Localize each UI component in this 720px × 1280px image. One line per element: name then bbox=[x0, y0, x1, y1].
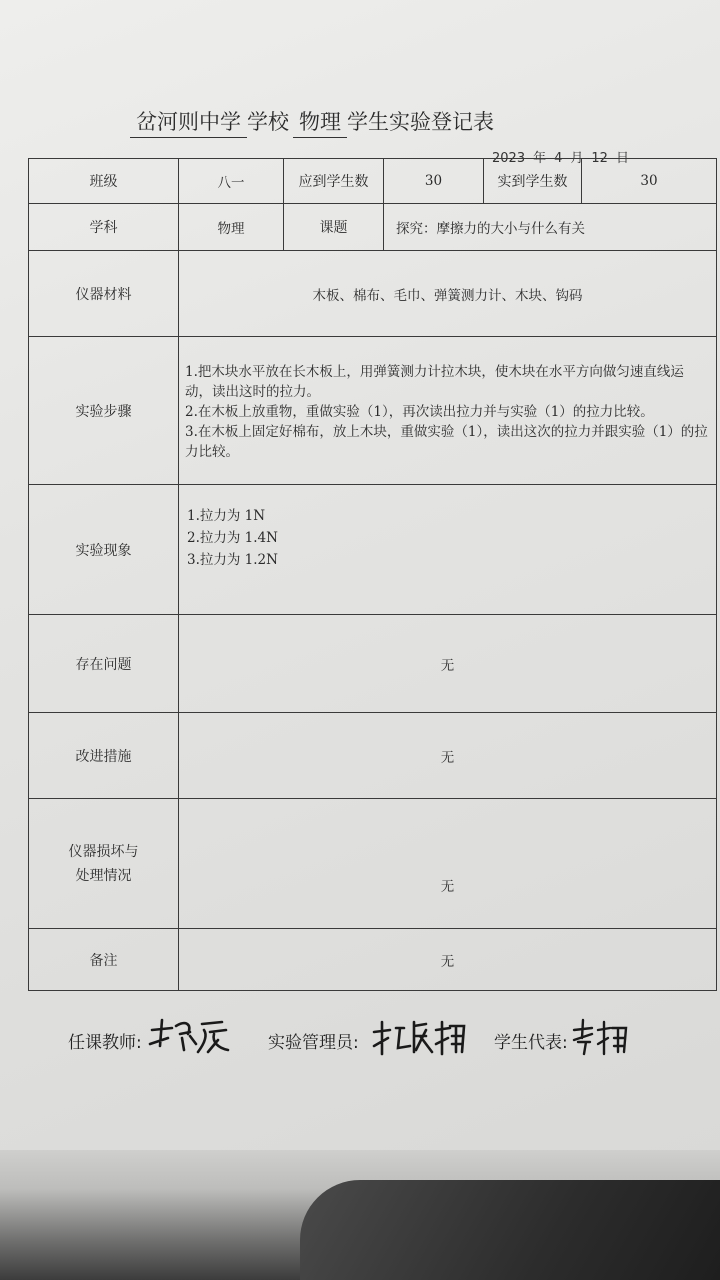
phenomena-value bbox=[179, 485, 717, 615]
row-subject bbox=[29, 204, 717, 251]
student-label: 学生代表: bbox=[494, 1033, 568, 1053]
row-class bbox=[29, 159, 717, 204]
materials-value: 木板、棉布、毛巾、弹簧测力计、木块、钩码 bbox=[179, 251, 717, 337]
steps-label: 实验步骤 bbox=[29, 337, 179, 485]
row-steps bbox=[29, 337, 717, 485]
signature-row bbox=[68, 1018, 688, 1068]
date-year-unit: 年 bbox=[533, 151, 547, 166]
expected-label: 应到学生数 bbox=[284, 159, 384, 204]
date-day: 12 bbox=[591, 151, 608, 166]
damage-value: 无 bbox=[179, 799, 717, 929]
form-title bbox=[130, 106, 630, 138]
phenomenon-3: 3.拉力为 1.2N bbox=[187, 552, 278, 568]
registration-table bbox=[28, 158, 717, 991]
school-name: 岔河则中学 bbox=[130, 106, 247, 138]
title-suffix: 学生实验登记表 bbox=[347, 110, 494, 134]
problems-value: 无 bbox=[179, 615, 717, 713]
row-phenomena bbox=[29, 485, 717, 615]
date-day-unit: 日 bbox=[615, 151, 629, 166]
student-signature bbox=[570, 1016, 630, 1060]
phenomenon-1: 1.拉力为 1N bbox=[187, 508, 266, 524]
admin-signature bbox=[370, 1016, 466, 1060]
step-1: 1.把木块水平放在长木板上，用弹簧测力计拉木块，使木块在水平方向做匀速直线运动，读出这时的拉力。 bbox=[185, 363, 684, 400]
actual-label: 实到学生数 bbox=[484, 159, 582, 204]
topic-label: 课题 bbox=[284, 204, 384, 251]
admin-label: 实验管理员: bbox=[268, 1033, 359, 1053]
row-improve bbox=[29, 713, 717, 799]
date-year: 2023 bbox=[492, 151, 526, 166]
topic-value: 探究：摩擦力的大小与什么有关 bbox=[384, 204, 717, 251]
subject-label: 学科 bbox=[29, 204, 179, 251]
step-3: 3.在木板上固定好棉布，放上木块，重做实验（1），读出这次的拉力并跟实验（1）的拉力比较。 bbox=[185, 423, 708, 460]
background-surface bbox=[300, 1180, 720, 1280]
phenomena-label: 实验现象 bbox=[29, 485, 179, 615]
class-value: 八一 bbox=[179, 159, 284, 204]
notes-value: 无 bbox=[179, 929, 717, 991]
school-suffix: 学校 bbox=[247, 110, 289, 134]
damage-label-line-2: 处理情况 bbox=[75, 867, 132, 884]
expected-value: 30 bbox=[384, 159, 484, 204]
row-problems bbox=[29, 615, 717, 713]
date-month-unit: 月 bbox=[570, 151, 584, 166]
damage-label-line-1: 仪器损坏与 bbox=[68, 843, 139, 860]
improve-label: 改进措施 bbox=[29, 713, 179, 799]
phenomenon-2: 2.拉力为 1.4N bbox=[187, 530, 278, 546]
steps-value bbox=[179, 337, 717, 485]
subject-value: 物理 bbox=[179, 204, 284, 251]
actual-value: 30 bbox=[582, 159, 717, 204]
damage-label bbox=[29, 799, 179, 929]
row-materials bbox=[29, 251, 717, 337]
problems-label: 存在问题 bbox=[29, 615, 179, 713]
date-month: 4 bbox=[554, 151, 563, 166]
teacher-label: 任课教师: bbox=[68, 1033, 142, 1053]
teacher-signature bbox=[146, 1016, 234, 1060]
subject-name: 物理 bbox=[293, 106, 347, 138]
materials-label: 仪器材料 bbox=[29, 251, 179, 337]
improve-value: 无 bbox=[179, 713, 717, 799]
step-2: 2.在木板上放重物，重做实验（1），再次读出拉力并与实验（1）的拉力比较。 bbox=[185, 403, 654, 420]
class-label: 班级 bbox=[29, 159, 179, 204]
row-damage bbox=[29, 799, 717, 929]
notes-label: 备注 bbox=[29, 929, 179, 991]
row-notes bbox=[29, 929, 717, 991]
